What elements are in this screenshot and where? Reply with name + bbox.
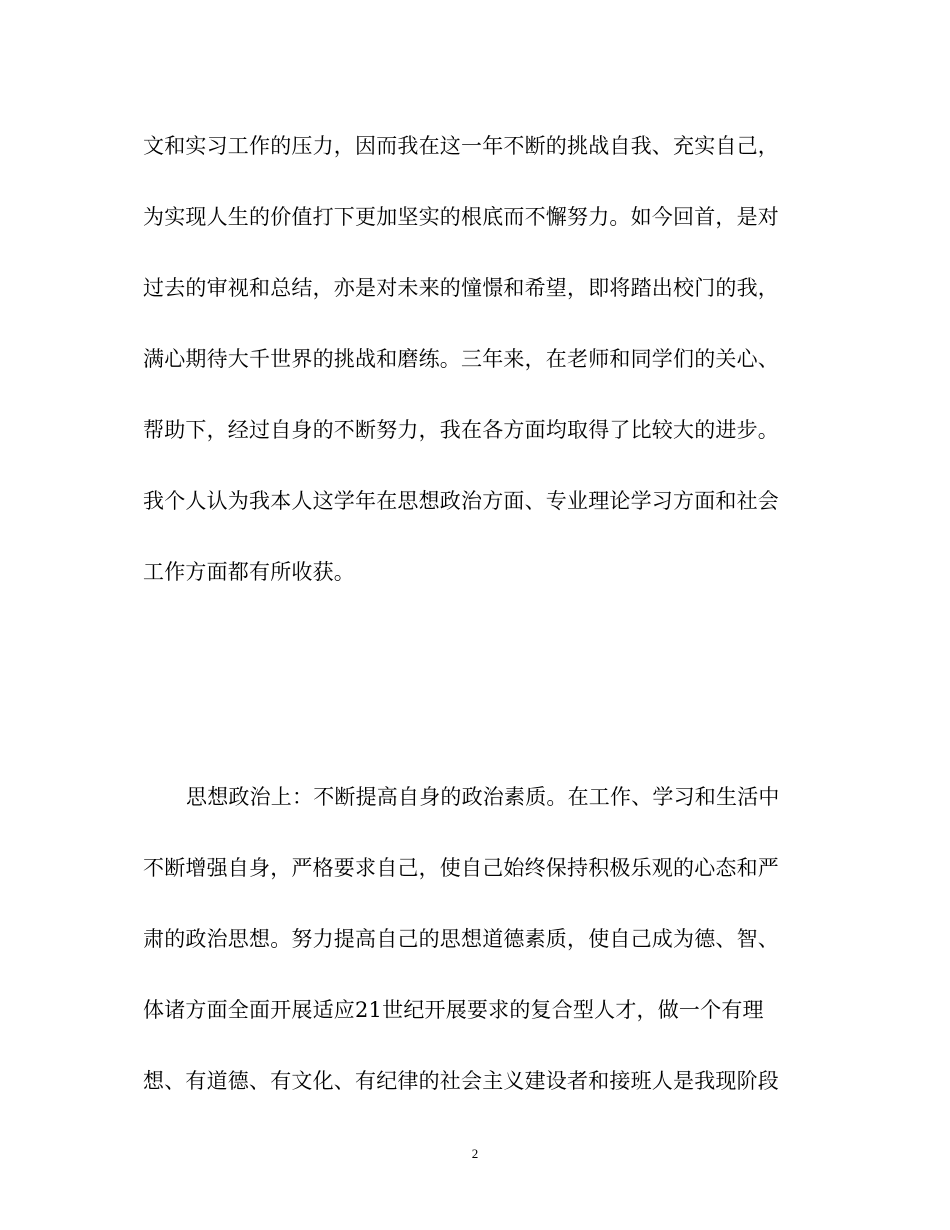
paragraph-1-line-2: 为实现人生的价值打下更加坚实的根底而不懈努力。如今回首，是对	[143, 205, 779, 229]
paragraph-2-line-3: 肃的政治思想。努力提高自己的思想道德素质，使自己成为德、智、	[143, 927, 779, 951]
paragraph-2-line-2: 不断增强自身，严格要求自己，使自己始终保持积极乐观的心态和严	[143, 856, 779, 880]
paragraph-1-line-3: 过去的审视和总结，亦是对未来的憧憬和希望，即将踏出校门的我，	[143, 276, 779, 300]
paragraph-2-line-1: 思想政治上：不断提高自身的政治素质。在工作、学习和生活中	[186, 785, 780, 809]
paragraph-1-line-5: 帮助下，经过自身的不断努力，我在各方面均取得了比较大的进步。	[143, 418, 779, 442]
paragraph-1-line-4: 满心期待大千世界的挑战和磨练。三年来，在老师和同学们的关心、	[143, 347, 779, 371]
page-number: 2	[471, 1146, 479, 1161]
paragraph-1-line-1: 文和实习工作的压力，因而我在这一年不断的挑战自我、充实自己，	[143, 134, 779, 158]
paragraph-2-line-5: 想、有道德、有文化、有纪律的社会主义建设者和接班人是我现阶段	[143, 1069, 779, 1093]
paragraph-1-line-7: 工作方面都有所收获。	[143, 560, 355, 584]
paragraph-2-line-4: 体诸方面全面开展适应21世纪开展要求的复合型人才，做一个有理	[143, 998, 764, 1022]
paragraph-1-line-6: 我个人认为我本人这学年在思想政治方面、专业理论学习方面和社会	[143, 489, 779, 513]
